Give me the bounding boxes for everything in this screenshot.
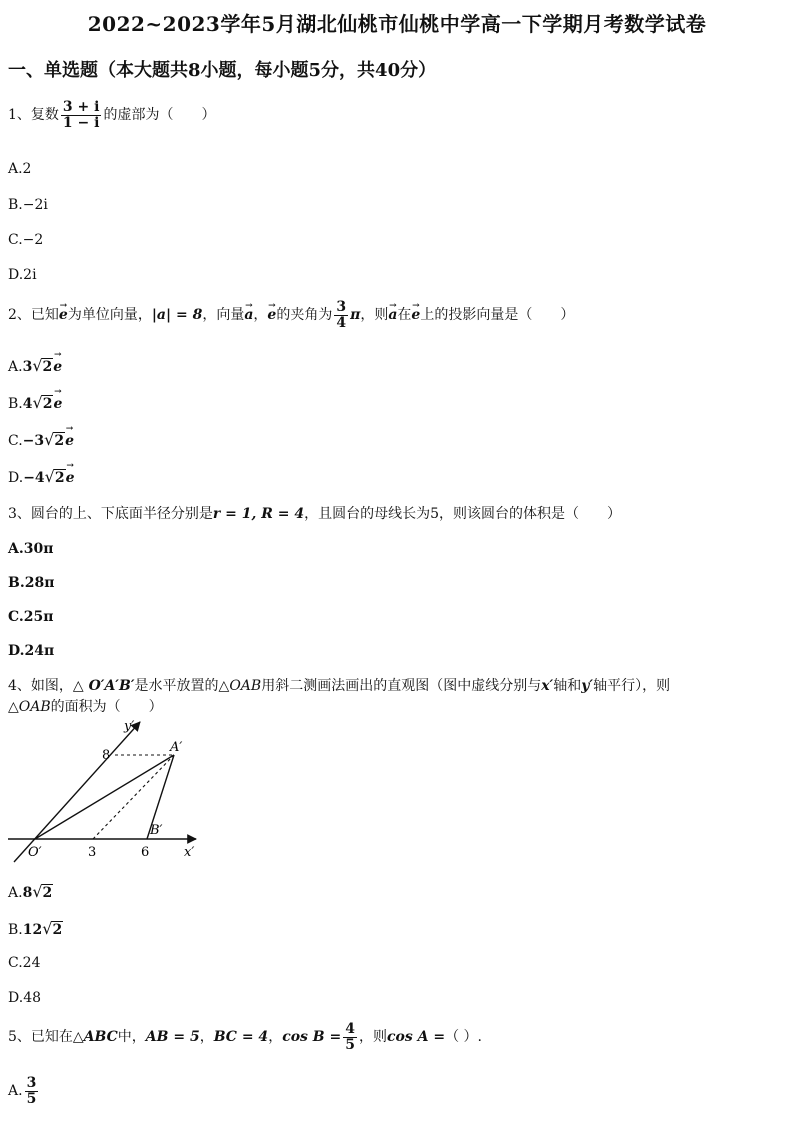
sqrt-radicand: 2 <box>42 359 53 375</box>
option-coef: 48 <box>23 990 42 1006</box>
vector-e: → e <box>267 304 276 326</box>
q1-option-d[interactable]: D.2i <box>8 267 37 283</box>
q4-text-2: 是水平放置的△ <box>134 678 230 694</box>
q4-oab: OAB <box>18 699 51 715</box>
q2-text-5: ，则 <box>360 307 389 324</box>
q1-tail: 的虚部为（ ） <box>103 107 216 124</box>
option-label: C. <box>8 955 23 971</box>
oblique-projection-figure <box>6 714 206 866</box>
q3-option-c[interactable]: C.25π <box>8 609 54 625</box>
label-o-prime: O′ <box>28 845 42 860</box>
q4-option-c[interactable] <box>8 955 41 971</box>
q2-text-6: 在 <box>397 307 412 324</box>
q5-fraction <box>343 1022 357 1052</box>
option-label: A. <box>8 885 23 901</box>
vector-e: → e <box>411 304 420 326</box>
q3-text-2: ，且圆台的母线长为5，则该圆台的体积是（ ） <box>304 506 622 522</box>
option-label: B. <box>8 922 23 938</box>
sqrt-symbol: √ 2 <box>32 393 53 412</box>
option-coef: −4 <box>23 470 45 486</box>
sqrt-symbol: √ 2 <box>44 430 65 449</box>
q2-option-a[interactable] <box>8 356 62 375</box>
vector-e: → e <box>53 396 62 412</box>
q5-text-4: （ ）. <box>445 1029 482 1046</box>
sqrt-symbol: √ 2 <box>42 919 63 938</box>
q5-sep: ， <box>199 1029 214 1046</box>
sqrt-symbol: √ 2 <box>32 356 53 375</box>
q5-frac-num: 4 <box>345 1021 355 1037</box>
q5-sep: ， <box>268 1029 283 1046</box>
label-a-prime: A′ <box>170 740 183 755</box>
q2-comma: ， <box>253 307 268 324</box>
q1-numerator: 3 + i <box>62 99 100 115</box>
vector-e: → e <box>65 433 74 449</box>
q4-triangle-prime: △ O′A′B′ <box>72 678 135 694</box>
option-label: A. <box>8 359 23 375</box>
q5-text-2: 中， <box>117 1029 146 1046</box>
label-tick-6: 6 <box>141 845 150 860</box>
question-3 <box>8 503 621 525</box>
vector-a: → a <box>388 304 397 326</box>
option-label: D. <box>8 470 24 486</box>
q1-fraction <box>61 100 102 130</box>
q4-text-1: 4、如图， <box>8 678 73 694</box>
q2-option-b[interactable] <box>8 393 62 412</box>
option-label: B. <box>8 396 23 412</box>
q2-text-4: 的夹角为 <box>276 307 333 324</box>
sqrt-radicand: 2 <box>54 433 65 449</box>
vector-e: → e <box>53 359 62 375</box>
question-5 <box>8 1022 482 1052</box>
q1-lead: 1、复数 <box>8 107 59 124</box>
q2-pi: π <box>350 307 361 324</box>
option-label: C. <box>8 433 23 449</box>
option-coef: −3 <box>22 433 45 449</box>
sqrt-radicand: 2 <box>42 396 53 412</box>
q5-cosa: cos A = <box>387 1029 446 1046</box>
option-coef: 24 <box>22 955 41 971</box>
q1-option-b[interactable]: B.−2i <box>8 197 48 213</box>
q5-ab: AB = 5 <box>145 1029 200 1046</box>
q2-option-d[interactable] <box>8 467 75 486</box>
q3-option-d[interactable]: D.24π <box>8 643 55 659</box>
option-label: A. <box>8 1083 23 1100</box>
q4-x-prime: x′ <box>541 678 554 694</box>
q2-frac-den: 4 <box>336 314 347 331</box>
q2-frac-num: 3 <box>336 299 347 315</box>
q3-option-a[interactable]: A.30π <box>8 541 54 557</box>
q2-angle-fraction <box>334 300 348 330</box>
sqrt-symbol: √ 2 <box>32 882 53 901</box>
question-1 <box>8 100 215 130</box>
q5-option-a[interactable] <box>8 1076 40 1106</box>
q4-option-a[interactable] <box>8 882 53 901</box>
q5-text-1: 5、已知在 <box>8 1029 73 1046</box>
q4-text-5: 轴平行），则 <box>593 678 671 694</box>
option-coef: 4 <box>22 396 33 412</box>
q4-triangle-symbol: △ <box>8 699 19 715</box>
q2-text-2: 为单位向量， <box>67 307 152 324</box>
option-label: D. <box>8 990 24 1006</box>
vector-a: → a <box>244 304 253 326</box>
q5-triangle: △ABC <box>72 1029 118 1046</box>
vector-e: → e <box>59 304 68 326</box>
q4-oab: OAB <box>229 678 262 694</box>
sqrt-symbol: √ 2 <box>44 467 65 486</box>
q5-frac-den: 5 <box>345 1036 355 1053</box>
q4-option-b[interactable] <box>8 919 63 938</box>
q5-bc: BC = 4 <box>213 1029 269 1046</box>
question-2 <box>8 300 574 330</box>
q4-text-3: 用斜二测画法画出的直观图（图中虚线分别与 <box>261 678 542 694</box>
sqrt-radicand: 2 <box>42 885 53 901</box>
label-b-prime: B′ <box>150 823 163 838</box>
q4-text-4: 轴和 <box>553 678 582 694</box>
sqrt-radicand: 2 <box>54 470 65 486</box>
frac-num: 3 <box>26 1075 37 1091</box>
q1-denominator: 1 − i <box>62 114 100 131</box>
question-4 <box>8 675 670 697</box>
exam-title: 2022~2023学年5月湖北仙桃市仙桃中学高一下学期月考数学试卷 <box>87 12 707 36</box>
q4-text-6: 的面积为（ ） <box>50 699 163 715</box>
option-coef: 12 <box>22 922 43 938</box>
y-prime-axis <box>14 722 140 862</box>
label-tick-8: 8 <box>102 748 111 763</box>
q4-option-d[interactable] <box>8 990 41 1006</box>
q1-option-a[interactable]: A.2 <box>8 161 32 177</box>
q5-cosb: cos B = <box>282 1029 342 1046</box>
frac-den: 5 <box>26 1090 37 1107</box>
q2-option-c[interactable] <box>8 430 74 449</box>
q5-text-3: ，则 <box>359 1029 387 1046</box>
q3-option-b[interactable]: B.28π <box>8 575 55 591</box>
label-y-prime: y′ <box>124 719 135 734</box>
q2-norm: |a| = 8 <box>151 307 203 324</box>
label-x-prime: x′ <box>184 845 195 860</box>
q4-y-prime: y′ <box>581 678 594 694</box>
q5-option-a-fraction <box>25 1076 39 1106</box>
vector-e: → e <box>66 470 75 486</box>
option-coef: 8 <box>22 885 33 901</box>
q2-text-3: ，向量 <box>202 307 245 324</box>
sqrt-radicand: 2 <box>52 922 63 938</box>
q2-text-1: 2、已知 <box>8 307 59 324</box>
q2-text-7: 上的投影向量是（ ） <box>420 307 575 324</box>
section-heading: 一、单选题（本大题共8小题，每小题5分，共40分） <box>8 60 437 81</box>
option-coef: 3 <box>22 359 33 375</box>
q3-radii: r = 1, R = 4 <box>212 506 305 522</box>
q3-text-1: 3、圆台的上、下底面半径分别是 <box>8 506 213 522</box>
q1-option-c[interactable]: C.−2 <box>8 232 44 248</box>
label-tick-3: 3 <box>88 845 97 860</box>
